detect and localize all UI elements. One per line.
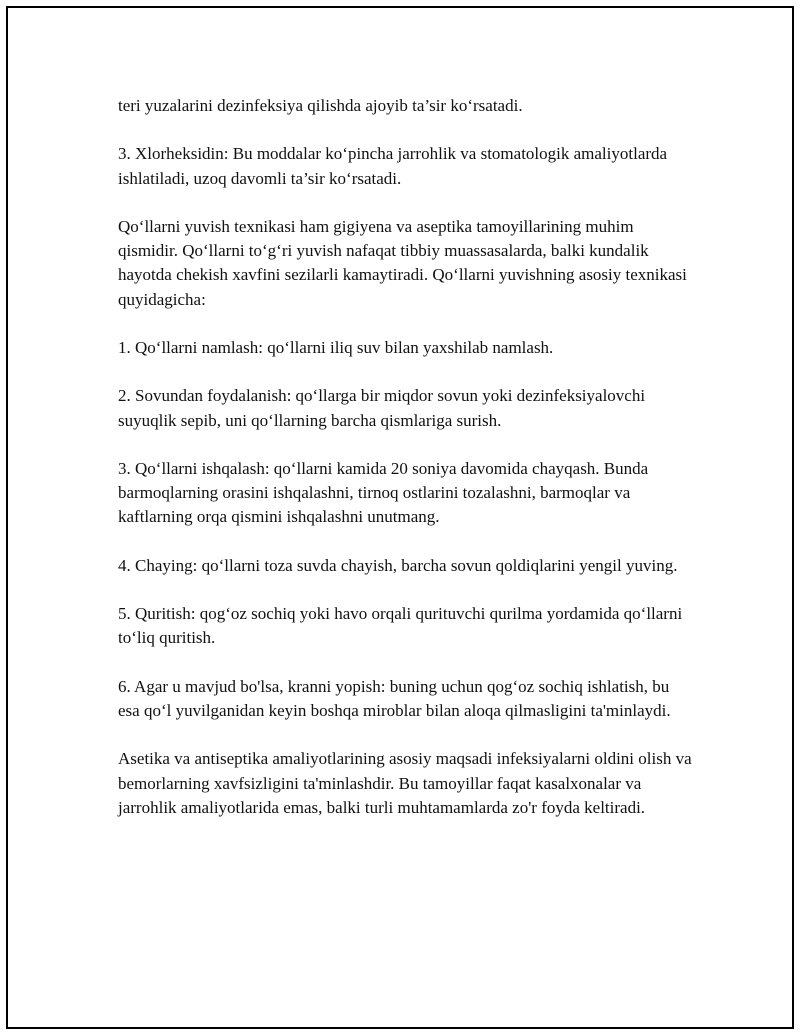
document-page	[6, 6, 794, 1029]
paragraph-disinfection-end: teri yuzalarini dezinfeksiya qilishda ajoyib ta’sir ko‘rsatadi.	[118, 96, 523, 115]
paragraph-chlorhexidine: 3. Xlorheksidin: Bu moddalar ko‘pincha jarrohlik va stomatologik amaliyotlarda ishlatiladi, uzoq davomli ta’sir ko‘rsatadi.	[118, 144, 668, 188]
document-body	[118, 94, 693, 844]
paragraph-step-apply-soap: 2. Sovundan foydalanish: qo‘llarga bir miqdor sovun yoki dezinfeksiyalovchi suyuqlik sepib, uni qo‘llarning barcha qismlariga surish.	[118, 386, 646, 430]
paragraph-step-dry: 5. Quritish: qog‘oz sochiq yoki havo orqali qurituvchi qurilma yordamida qo‘llarni to‘liq quritish.	[118, 604, 683, 648]
paragraph-step-wet-hands: 1. Qo‘llarni namlash: qo‘llarni iliq suv bilan yaxshilab namlash.	[118, 337, 554, 357]
paragraph-step-rinse: 4. Chaying: qo‘llarni toza suvda chayish, barcha sovun qoldiqlarini yengil yuving.	[118, 555, 678, 575]
paragraph-handwashing-intro: Qo‘llarni yuvish texnikasi ham gigiyena va aseptika tamoyillarining muhim qismidir. Qo‘llarni to‘g‘ri yuvish nafaqat tibbiy muassasalarda, balki kundalik hayotda chekish xavfini sezilarli kamaytiradi. Qo‘llarni yuvishning asosiy texnikasi quyidagicha:	[118, 216, 687, 309]
paragraph-step-close-tap: 6. Agar u mavjud bo'lsa, kranni yopish: buning uchun qog‘oz sochiq ishlatish, bu esa qo‘l yuvilganidan keyin boshqa miroblar bilan aloqa qilmasligini ta'minlaydi.	[118, 676, 671, 720]
paragraph-step-rub-hands: 3. Qo‘llarni ishqalash: qo‘llarni kamida 20 soniya davomida chayqash. Bunda barmoqlarning orasini ishqalashni, tirnoq ostlarini tozalashni, barmoqlar va kaftlarning orqa qismini ishqalashni unutmang.	[118, 458, 649, 527]
paragraph-conclusion: Asetika va antiseptika amaliyotlarining asosiy maqsadi infeksiyalarni oldini olish va bemorlarning xavfsizligini ta'minlashdir. Bu tamoyillar faqat kasalxonalar va jarrohlik amaliyotlarida emas, balki turli muhtamamlarda zo'r foyda keltiradi.	[118, 749, 692, 817]
